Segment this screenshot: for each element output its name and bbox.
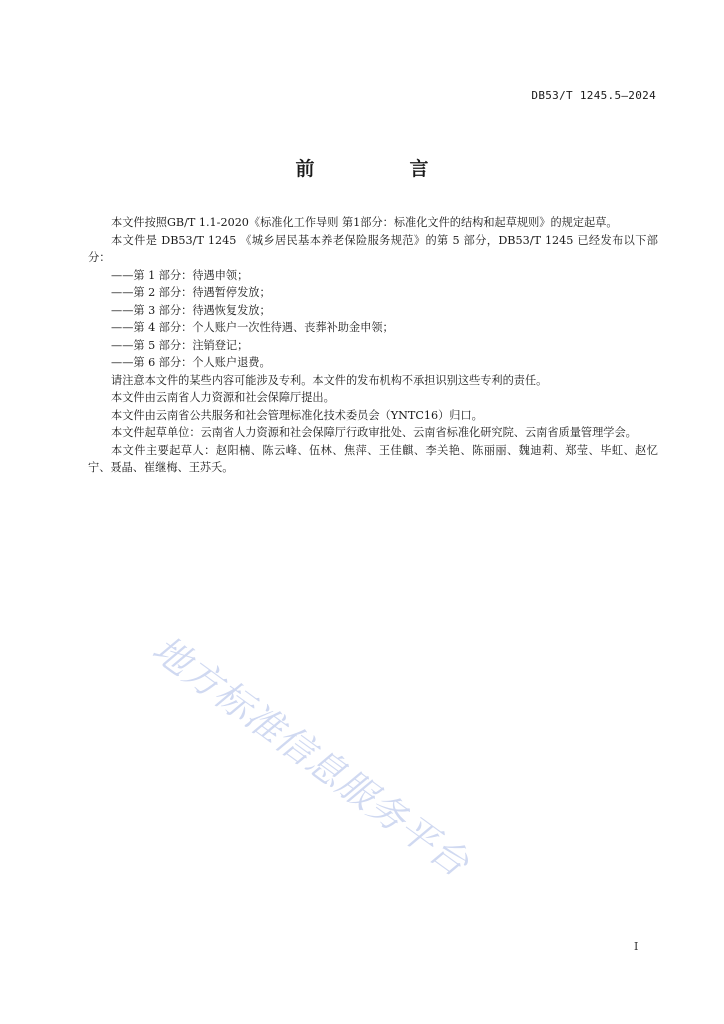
paragraph-committee: 本文件由云南省公共服务和社会管理标准化技术委员会（YNTC16）归口。: [111, 408, 483, 422]
paragraph-proposer: 本文件由云南省人力资源和社会保障厅提出。: [111, 391, 335, 404]
document-code: DB53/T 1245.5—2024: [531, 89, 656, 102]
list-item: ——第 4 部分：个人账户一次性待遇、丧葬补助金申领；: [111, 321, 394, 334]
watermark: 地方标准信息服务平台: [144, 627, 478, 886]
foreword-body: [88, 214, 658, 477]
list-item: ——第 5 部分：注销登记；: [111, 338, 249, 352]
paragraph-series-intro: 本文件是 DB53/T 1245 《城乡居民基本养老保险服务规范》的第 5 部分，DB53/T 1245 已经发布以下部分：: [88, 233, 658, 264]
paragraph-drafting-units: 本文件起草单位：云南省人力资源和社会保障厅行政审批处、云南省标准化研究院、云南省质量管理学会。: [111, 426, 637, 439]
page-title: 前 言: [295, 158, 467, 180]
list-item: ——第 2 部分：待遇暂停发放；: [111, 286, 271, 299]
paragraph-patent-notice: 请注意本文件的某些内容可能涉及专利。本文件的发布机构不承担识别这些专利的责任。: [111, 373, 548, 387]
page-number: I: [634, 940, 639, 953]
paragraph-drafters: 本文件主要起草人：赵阳楠、陈云峰、伍林、焦萍、王佳麒、李关艳、陈丽丽、魏迪莉、郑莹、毕虹、赵忆宁、聂晶、崔继梅、王苏夭。: [88, 443, 658, 474]
list-item: ——第 1 部分：待遇申领；: [111, 268, 249, 282]
list-item: ——第 3 部分：待遇恢复发放；: [111, 303, 271, 317]
list-item: ——第 6 部分：个人账户退费。: [111, 356, 271, 369]
paragraph-drafting-rules: 本文件按照GB/T 1.1-2020《标准化工作导则 第1部分：标准化文件的结构和起草规则》的规定起草。: [111, 216, 618, 229]
